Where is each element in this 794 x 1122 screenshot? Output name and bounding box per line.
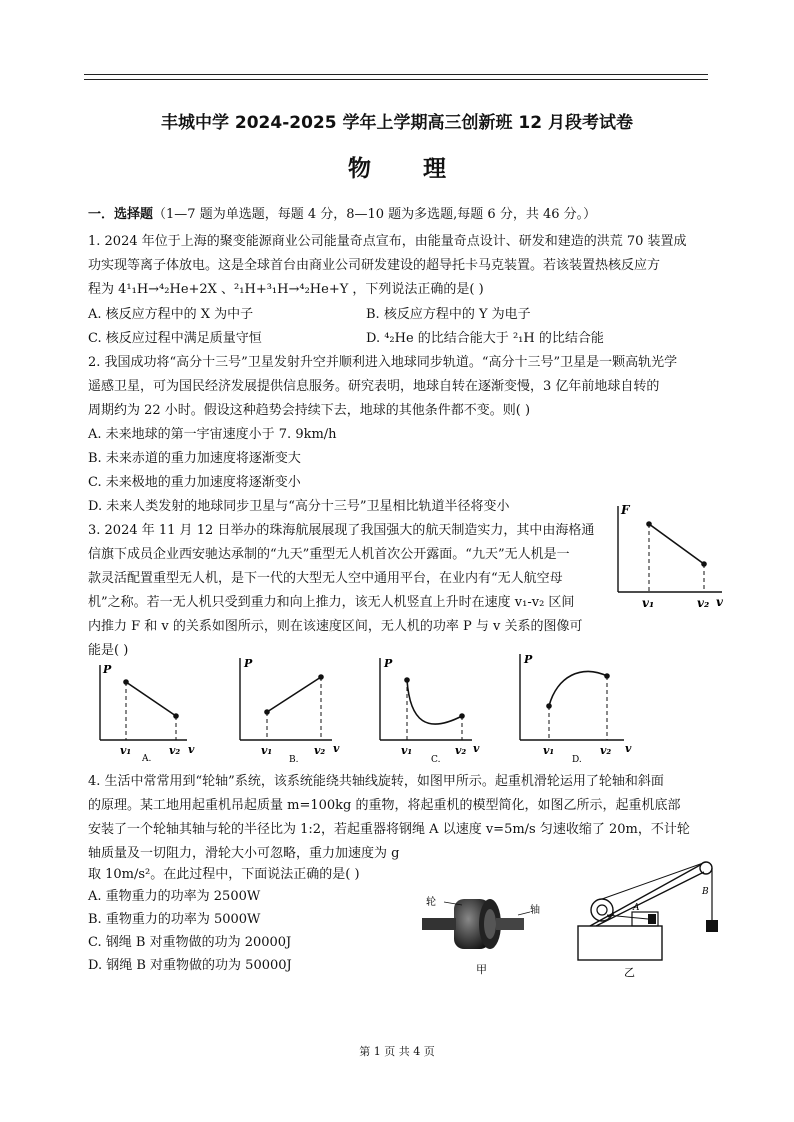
tick-v1: v₁ <box>543 744 555 757</box>
load-weight <box>706 920 718 932</box>
axle-right <box>496 918 524 930</box>
choice-letter: B. <box>289 755 299 765</box>
p-curve <box>549 671 607 706</box>
x-axis-label: v <box>333 742 340 755</box>
q1-option-a: A. 核反应方程中的 X 为中子 <box>88 307 254 322</box>
f-line <box>649 524 704 564</box>
winch-drum <box>648 914 656 924</box>
header-rule-top <box>84 74 708 75</box>
y-axis-label: P <box>384 657 393 670</box>
choice-letter: D. <box>572 755 582 765</box>
q1-line-2: 功实现等离子体放电。这是全球首台由商业公司研发建设的超导托卡马克装置。若该装置热核反应方 <box>88 258 661 273</box>
subject-title: 物 理 <box>347 156 468 182</box>
tick-v2: v₂ <box>600 744 612 757</box>
q4-option-c: C. 钢绳 B 对重物做的功为 20000J <box>88 935 292 950</box>
q4-option-a: A. 重物重力的功率为 2500W <box>88 889 261 904</box>
tick-v2: v₂ <box>455 744 467 757</box>
tick-v2: v₂ <box>314 744 326 757</box>
tick-v2: v₂ <box>697 596 710 610</box>
axle-left <box>422 918 456 930</box>
axle-circle <box>597 905 607 915</box>
q4-line-4: 轴质量及一切阻力，滑轮大小可忽略，重力加速度为 g <box>88 846 400 861</box>
figure-wheel-axle <box>418 885 553 977</box>
q1-line-1: 1. 2024 年位于上海的聚变能源商业公司能量奇点宣布，由能量奇点设计、研发和建造的洪荒 70 装置成 <box>88 234 687 249</box>
tick-v2: v₂ <box>169 744 181 757</box>
q3-line-3: 款灵活配置重型无人机，是下一代的大型无人空中通用平台，在业内有“无人航空母 <box>88 571 563 586</box>
tick-v1: v₁ <box>261 744 273 757</box>
figure-crane <box>572 850 727 980</box>
caption-jia: 甲 <box>476 963 487 976</box>
p-line <box>126 682 176 716</box>
boom-top <box>590 864 702 926</box>
q4-option-b: B. 重物重力的功率为 5000W <box>88 912 261 927</box>
choice-letter: A. <box>142 754 152 764</box>
graph-choice-b <box>232 652 352 765</box>
y-axis-label: P <box>103 663 112 676</box>
y-axis-label: F <box>621 503 630 517</box>
q3-line-4: 机”之称。若一无人机只受到重力和向上推力，该无人机竖直上升时在速度 v₁-v₂ 区间 <box>88 595 575 610</box>
label-a: A <box>633 903 640 913</box>
q1-option-c: C. 核反应过程中满足质量守恒 <box>88 331 262 346</box>
q2-option-d: D. 未来人类发射的地球同步卫星与“高分十三号”卫星相比轨道半径将变小 <box>88 499 510 514</box>
tick-v1: v₁ <box>120 744 132 757</box>
x-axis-label: v <box>716 595 723 609</box>
q1-option-b: B. 核反应方程中的 Y 为电子 <box>366 307 531 322</box>
q2-option-c: C. 未来极地的重力加速度将逐渐变小 <box>88 475 301 490</box>
q1-option-d: D. ⁴₂He 的比结合能大于 ²₁H 的比结合能 <box>366 331 604 346</box>
wheel-label: 轮 <box>426 897 436 908</box>
q4-line-3: 安装了一个轮轴其轴与轮的半径比为 1:2，若起重器将钢绳 A 以速度 v=5m/s 匀速收缩了 20m，不计轮 <box>88 822 690 837</box>
q2-line-2: 遥感卫星，可为国民经济发展提供信息服务。研究表明，地球自转在逐渐变慢，3 亿年前地球自转的 <box>88 379 660 394</box>
p-curve <box>407 680 462 724</box>
page-footer: 第 1 页 共 4 页 <box>359 1045 435 1058</box>
q3-line-1: 3. 2024 年 11 月 12 日举办的珠海航展展现了我国强大的航天制造实力，其中由海格通 <box>88 523 595 538</box>
axle-pointer <box>518 912 530 915</box>
x-axis-label: v <box>188 743 195 756</box>
q3-line-6: 能是( ) <box>88 643 129 658</box>
crane-base <box>578 926 662 960</box>
q2-option-a: A. 未来地球的第一宇宙速度小于 7. 9km/h <box>88 427 337 442</box>
q2-line-1: 2. 我国成功将“高分十三号”卫星发射升空并顺利进入地球同步轨道。“高分十三号”卫星是一颗高轨光学 <box>88 355 678 370</box>
rope-b-upper <box>602 862 706 899</box>
q3-line-5: 内推力 F 和 v 的关系如图所示，则在该速度区间，无人机的功率 P 与 v 关系的图像可 <box>88 619 583 634</box>
graph-f-v <box>612 496 727 616</box>
x-axis-label: v <box>473 742 480 755</box>
section-heading <box>88 206 596 224</box>
header-rule-bottom <box>84 79 708 80</box>
q4-option-d: D. 钢绳 B 对重物做的功为 50000J <box>88 958 292 973</box>
x-axis-label: v <box>625 742 632 755</box>
tick-v1: v₁ <box>642 596 655 610</box>
tick-v1: v₁ <box>401 744 413 757</box>
graph-choice-d <box>512 648 642 765</box>
q2-option-b: B. 未来赤道的重力加速度将逐渐变大 <box>88 451 301 466</box>
q3-line-2: 信旗下成员企业西安驰达承制的“九天”重型无人机首次公开露面。“九天”无人机是一 <box>88 547 570 562</box>
q4-line-5: 取 10m/s²。在此过程中，下面说法正确的是( ) <box>88 867 360 882</box>
wheel-circle <box>591 899 613 921</box>
q4-line-2: 的原理。某工地用起重机吊起质量 m=100kg 的重物，将起重机的模型简化，如图乙所示，起重机底部 <box>88 798 681 813</box>
axle-label: 轴 <box>530 905 540 916</box>
caption-yi: 乙 <box>624 966 635 979</box>
section-note: （1—7 题为单选题，每题 4 分，8—10 题为多选题,每题 6 分，共 46 分。） <box>153 207 597 222</box>
choice-letter: C. <box>431 755 441 765</box>
graph-choice-a <box>92 660 207 765</box>
y-axis-label: P <box>244 657 253 670</box>
exam-title: 丰城中学 2024-2025 学年上学期高三创新班 12 月段考试卷 <box>160 113 633 133</box>
q2-line-3: 周期约为 22 小时。假设这种趋势会持续下去，地球的其他条件都不变。则( ) <box>88 403 531 418</box>
section-label: 一．选择题 <box>88 207 154 222</box>
q1-line-3: 程为 4¹₁H→⁴₂He+2X 、²₁H+³₁H→⁴₂He+Y ，下列说法正确的是( ) <box>88 282 484 297</box>
p-line <box>267 677 321 712</box>
y-axis-label: P <box>524 653 533 666</box>
wheel-rim <box>484 909 496 939</box>
label-b: B <box>702 887 709 897</box>
graph-choice-c <box>372 652 492 765</box>
q4-line-1: 4. 生活中常常用到“轮轴”系统，该系统能绕共轴线旋转，如图甲所示。起重机滑轮运用了轮轴和斜面 <box>88 774 664 789</box>
